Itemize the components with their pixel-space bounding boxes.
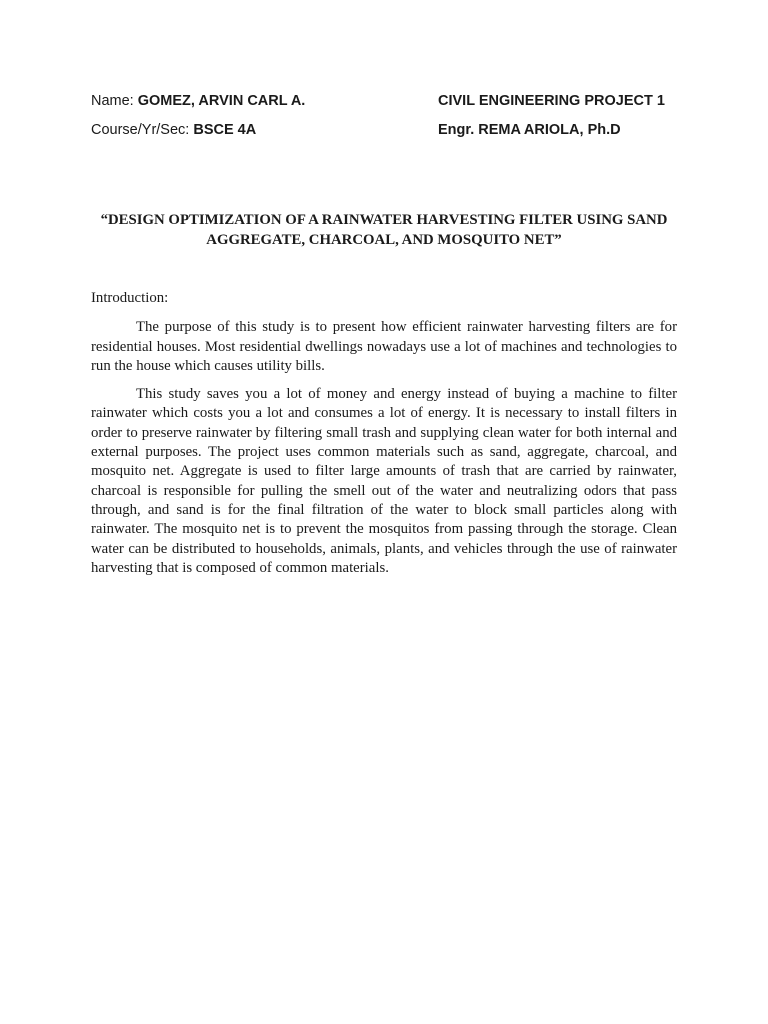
course-label: Course/Yr/Sec: — [91, 122, 194, 138]
project-title: CIVIL ENGINEERING PROJECT 1 — [438, 93, 665, 109]
name-label: Name: — [91, 93, 138, 109]
student-course — [91, 122, 256, 138]
name-value: GOMEZ, ARVIN CARL A. — [137, 93, 306, 109]
introduction-section — [91, 289, 677, 587]
header-row-name — [91, 93, 681, 122]
paragraph: The purpose of this study is to present how efficient rainwater harvesting filters are for residential houses. Most residential dwellings nowadays use a lot of machines and technologies to run the house which causes utility bills. — [91, 319, 677, 374]
document-header — [91, 93, 681, 151]
header-row-course — [91, 122, 681, 151]
instructor-name: Engr. REMA ARIOLA, Ph.D — [438, 122, 621, 138]
paragraph: This study saves you a lot of money and energy instead of buying a machine to filter rainwater which costs you a lot and consumes a lot of energy. It is necessary to install filters in order to preserve rainwater by filtering small trash and supplying clean water for both internal and external purposes. The project uses common materials such as sand, aggregate, charcoal, and mosquito net. Aggregate is used to filter large amounts of trash that are carried by rainwater, charcoal is responsible for pulling the smell out of the water and neutralizing odors that pass through, and sand is for the final filtration of the water to block small particles along with rainwater. The mosquito net is to prevent the mosquitos from passing through the storage. Clean water can be distributed to households, animals, plants, and vehicles through the use of rainwater harvesting that is composed of common materials. — [91, 386, 677, 576]
student-name — [91, 93, 305, 109]
course-value: BSCE 4A — [193, 122, 257, 138]
document-title: “DESIGN OPTIMIZATION OF A RAINWATER HARVESTING FILTER USING SAND AGGREGATE, CHARCOAL, AND MOSQUITO NET” — [100, 212, 668, 248]
section-heading: Introduction: — [91, 290, 169, 306]
